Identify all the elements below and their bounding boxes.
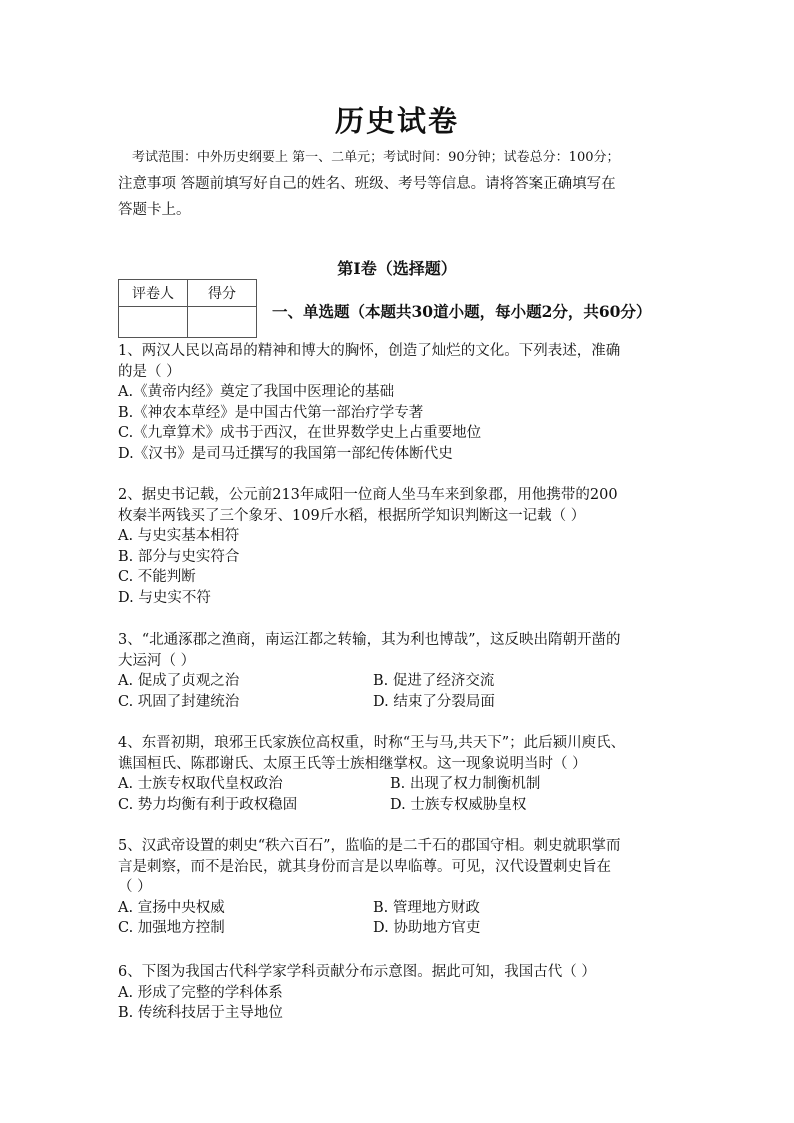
option-d: D.《汉书》是司马迁撰写的我国第一部纪传体断代史 (118, 445, 453, 462)
option-d: D. 结束了分裂局面 (373, 693, 495, 710)
option-c: C. 不能判断 (118, 569, 196, 586)
option-a: A. 形成了完整的学科体系 (118, 984, 283, 1001)
option-b: B. 促进了经济交流 (373, 673, 495, 690)
question-6 (118, 962, 680, 1024)
question-stem-line: （ ） (118, 879, 152, 896)
question-stem-line: 的是（ ） (118, 363, 181, 380)
question-2 (118, 485, 680, 609)
option-c: C. 加强地方控制 (118, 920, 225, 937)
question-stem-line: 6、下图为我国古代科学家学科贡献分布示意图。据此可知，我国古代（ ） (118, 964, 596, 980)
question-stem-line: 2、据史书记载，公元前213年咸阳一位商人坐马车来到象郡，用他携带的200 (118, 487, 618, 503)
option-a: A. 宣扬中央权威 (118, 899, 225, 916)
question-stem-line: 3、“北通涿郡之渔商，南运江都之转输，其为利也博哉”，这反映出隋朝开凿的 (118, 632, 621, 648)
section-title: 第Ⅰ卷（选择题） (337, 259, 457, 278)
option-b: B. 出现了权力制衡机制 (390, 776, 541, 793)
exam-notice-line-2: 答题卡上。 (118, 202, 191, 218)
option-c: C. 巩固了封建统治 (118, 693, 240, 710)
option-d: D. 与史实不符 (118, 589, 211, 606)
exam-notice-line-1: 注意事项 答题前填写好自己的姓名、班级、考号等信息。请将答案正确填写在 (118, 176, 616, 192)
question-stem-line: 5、汉武帝设置的刺史“秩六百石”，监临的是二千石的郡国守相。刺史就职掌而 (118, 838, 621, 854)
question-stem-line: 大运河（ ） (118, 652, 196, 669)
question-stem-line: 言是刺察，而不是治民，就其身份而言是以卑临尊。可见，汉代设置刺史旨在 (118, 858, 611, 875)
option-d: D. 协助地方官吏 (373, 920, 481, 937)
part-title: 一、单选题（本题共30道小题，每小题2分，共60分） (272, 302, 652, 321)
exam-title: 历史试卷 (334, 104, 459, 138)
option-b: B. 管理地方财政 (373, 899, 480, 916)
exam-info (118, 145, 678, 223)
question-4 (118, 733, 680, 815)
question-stem-line: 4、东晋初期，琅邪王氏家族位高权重，时称“王与马,共天下”；此后颍川庾氏、 (118, 735, 626, 751)
option-a: A. 促成了贞观之治 (118, 673, 240, 690)
score-header: 得分 (188, 280, 257, 307)
question-1 (118, 341, 680, 465)
option-a: A. 与史实基本相符 (118, 528, 240, 545)
option-d: D. 士族专权威胁皇权 (390, 796, 527, 813)
exam-scope-line: 考试范围：中外历史纲要上 第一、二单元；考试时间：90分钟；试卷总分：100分； (132, 150, 620, 165)
option-b: B. 传统科技居于主导地位 (118, 1005, 283, 1022)
grader-score-table (118, 279, 257, 338)
option-b: B.《神农本草经》是中国古代第一部治疗学专著 (118, 404, 424, 421)
question-stem-line: 枚秦半两钱买了三个象牙、109斤水稻，根据所学知识判断这一记载（ ） (118, 507, 586, 524)
option-a: A.《黄帝内经》奠定了我国中医理论的基础 (118, 384, 395, 401)
question-stem-line: 1、两汉人民以高昂的精神和博大的胸怀，创造了灿烂的文化。下列表述，准确 (118, 343, 621, 359)
option-c: C. 势力均衡有利于政权稳固 (118, 796, 298, 813)
question-5 (118, 836, 680, 939)
question-3 (118, 630, 680, 712)
option-c: C.《九章算术》成书于西汉，在世界数学史上占重要地位 (118, 425, 482, 442)
grader-cell (119, 307, 188, 338)
grader-header: 评卷人 (119, 280, 188, 307)
question-stem-line: 谯国桓氏、陈郡谢氏、太原王氏等士族相继掌权。这一现象说明当时（ ） (118, 755, 587, 772)
option-a: A. 士族专权取代皇权政治 (118, 776, 283, 793)
score-cell (188, 307, 257, 338)
option-b: B. 部分与史实符合 (118, 548, 240, 565)
